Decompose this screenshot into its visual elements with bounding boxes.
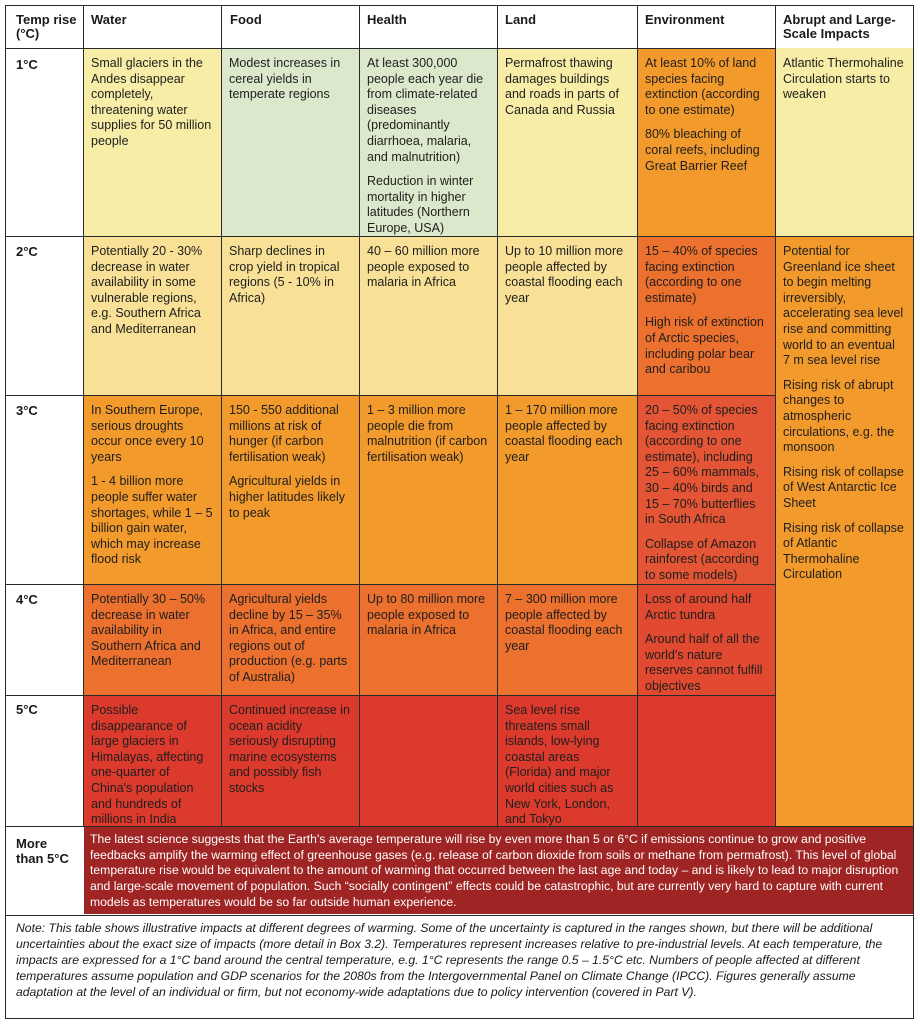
cell-3c-food	[221, 395, 359, 584]
cell-4c-food	[221, 584, 359, 695]
cell-3c-water	[83, 395, 221, 584]
grid-line	[5, 1018, 913, 1019]
cell-text: Around half of all the world's nature reserves cannot fulfill objectives	[645, 632, 763, 693]
header-land: Land	[505, 12, 537, 27]
header-abrupt: Abrupt and Large-Scale Impacts	[783, 12, 896, 41]
grid-line	[5, 5, 6, 1019]
header-health: Health	[367, 12, 407, 27]
cell-5c-land	[497, 695, 637, 826]
cell-text: Collapse of Amazon rainforest (according to some models)	[645, 536, 759, 582]
grid-line	[5, 915, 913, 916]
grid-line	[5, 584, 775, 585]
cell-1c-water	[83, 48, 221, 236]
cell-2c-health	[359, 236, 497, 395]
cell-5c-health	[359, 695, 497, 826]
cell-2c-land	[497, 236, 637, 395]
cell-text: Sharp declines in crop yield in tropical regions (5 - 10% in Africa)	[229, 244, 340, 305]
cell-abrupt-merged	[775, 236, 913, 826]
grid-line	[5, 395, 775, 396]
cell-text: Atlantic Thermohaline Circulation starts to weaken	[783, 56, 904, 102]
cell-text: Continued increase in ocean acidity seriously disrupting marine ecosystems and possibly fish stocks	[229, 703, 350, 795]
cell-text: Potentially 30 – 50% decrease in water availability in Southern Africa and Mediterranean	[91, 592, 205, 669]
cell-text: Loss of around half Arctic tundra	[645, 592, 752, 622]
header-food: Food	[230, 12, 262, 27]
cell-text: 20 – 50% of species facing extinction (according to one estimate), including 25 – 60% mammals, 30 – 40% birds and 15 – 70% butterflies in South Africa	[645, 403, 759, 527]
cell-text: 7 – 300 million more people affected by coastal flooding each year	[505, 592, 623, 653]
cell-4c-environment	[637, 584, 775, 695]
grid-line	[5, 826, 913, 827]
cell-1c-environment	[637, 48, 775, 236]
cell-5c-water	[83, 695, 221, 826]
grid-line	[83, 5, 84, 827]
row-label-1c: 1°C	[16, 57, 38, 72]
cell-text: Potentially 20 - 30% decrease in water availability in some vulnerable regions, e.g. Southern Africa and Mediterranean	[91, 244, 203, 336]
grid-line	[913, 5, 914, 1019]
cell-text: Potential for Greenland ice sheet to begin melting irreversibly, accelerating sea level rise and committing world to an eventual 7 m sea level rise	[783, 244, 904, 368]
cell-more-than-5c: The latest science suggests that the Earth's average temperature will rise by even more than 5 or 6°C if emissions continue to grow and positive feedbacks amplify the warming effect of greenhouse gases (e.g. release of carbon dioxide from soils or methane from permafrost). This level of global temperature rise would be equivalent to the amount of warming that occurred between the last age and today – and is likely to lead to major disruption and large-scale movement of population. Such “socially contingent” effects could be catastrophic, but are currently very hard to capture with current models as temperatures would be so far outside human experience.	[84, 827, 913, 914]
cell-text: Possible disappearance of large glaciers in Himalayas, affecting one-quarter of China's population and hundreds of millions in India	[91, 703, 204, 826]
header-water: Water	[91, 12, 127, 27]
cell-text: Modest increases in cereal yields in temperate regions	[229, 56, 341, 102]
cell-text: 40 – 60 million more people exposed to malaria in Africa	[367, 244, 480, 290]
cell-text: 1 - 4 billion more people suffer water shortages, while 1 – 5 billion gain water, which may increase flood risk	[91, 474, 213, 567]
row-label-5c: 5°C	[16, 702, 38, 717]
grid-line	[359, 5, 360, 827]
cell-text: At least 10% of land species facing extinction (according to one estimate)	[645, 56, 760, 117]
row-label-more-than-5c: More than 5°C	[16, 836, 69, 866]
cell-text: 1 – 170 million more people affected by coastal flooding each year	[505, 403, 623, 464]
footnote: Note: This table shows illustrative impacts at different degrees of warming. Some of the uncertainty is captured in the ranges shown, but there will be additional uncertainties about the exact size of impacts (more detail in Box 3.2). Temperatures represent increases relative to pre-industrial levels. At each temperature, the impacts are expressed for a 1°C band around the central temperature, e.g. 1°C represents the range 0.5 – 1.5°C etc. Numbers of people affected at different temperatures assume population and GDP scenarios for the 2080s from the Intergovernmental Panel on Climate Change (IPCC). Figures generally assume adaptation at the level of an individual or firm, but not economy-wide adaptations due to policy intervention (covered in Part V).	[16, 921, 883, 999]
cell-1c-food	[221, 48, 359, 236]
cell-text: Small glaciers in the Andes disappear completely, threatening water supplies for 50 million people	[91, 56, 212, 148]
cell-1c-health	[359, 48, 497, 236]
cell-1c-land	[497, 48, 637, 236]
cell-text: Up to 80 million more people exposed to malaria in Africa	[367, 592, 486, 638]
grid-line	[775, 5, 776, 827]
cell-text: Rising risk of abrupt changes to atmospheric circulations, e.g. the monsoon	[783, 377, 895, 455]
grid-line	[5, 48, 775, 49]
grid-line	[497, 5, 498, 827]
cell-4c-health	[359, 584, 497, 695]
cell-text: 80% bleaching of coral reefs, including Great Barrier Reef	[645, 127, 760, 173]
cell-3c-land	[497, 395, 637, 584]
cell-text: At least 300,000 people each year die from climate-related diseases (predominantly diarrhoea, malaria, and malnutrition)	[367, 56, 484, 164]
grid-line	[637, 5, 638, 827]
grid-line	[5, 695, 775, 696]
cell-text: Agricultural yields in higher latitudes likely to peak	[229, 474, 346, 520]
row-label-4c: 4°C	[16, 592, 38, 607]
cell-3c-health	[359, 395, 497, 584]
grid-line	[5, 236, 913, 237]
row-label-3c: 3°C	[16, 403, 38, 418]
header-environment: Environment	[645, 12, 725, 27]
cell-4c-land	[497, 584, 637, 695]
grid-line	[5, 5, 913, 6]
cell-5c-environment	[637, 695, 775, 826]
cell-text: Sea level rise threatens small islands, low-lying coastal areas (Florida) and major world cities such as New York, London, and Tokyo	[505, 703, 614, 826]
grid-line	[221, 5, 222, 827]
cell-2c-environment	[637, 236, 775, 395]
cell-text: 15 – 40% of species facing extinction (according to one estimate)	[645, 244, 758, 305]
cell-text: 1 – 3 million more people die from malnutrition (if carbon fertilisation weak)	[367, 403, 488, 464]
cell-4c-water	[83, 584, 221, 695]
cell-3c-environment	[637, 395, 775, 584]
cell-2c-water	[83, 236, 221, 395]
cell-text: Rising risk of collapse of West Antarctic Ice Sheet	[783, 464, 904, 510]
cell-1c-abrupt	[775, 48, 913, 236]
cell-text: Reduction in winter mortality in higher latitudes (Northern Europe, USA)	[367, 174, 474, 235]
cell-5c-food	[221, 695, 359, 826]
cell-text: 150 - 550 additional millions at risk of hunger (if carbon fertilisation weak)	[229, 403, 339, 464]
cell-text: Agricultural yields decline by 15 – 35% in Africa, and entire regions out of production (e.g. parts of Australia)	[229, 592, 348, 684]
row-label-2c: 2°C	[16, 244, 38, 259]
cell-2c-food	[221, 236, 359, 395]
header-temp: Temp rise (°C)	[16, 12, 77, 41]
cell-text: In Southern Europe, serious droughts occur once every 10 years	[91, 403, 204, 464]
cell-text: Up to 10 million more people affected by coastal flooding each year	[505, 244, 624, 305]
cell-text: Rising risk of collapse of Atlantic Thermohaline Circulation	[783, 520, 904, 582]
cell-text: High risk of extinction of Arctic species, including polar bear and caribou	[645, 315, 764, 377]
cell-text: Permafrost thawing damages buildings and roads in parts of Canada and Russia	[505, 56, 619, 117]
